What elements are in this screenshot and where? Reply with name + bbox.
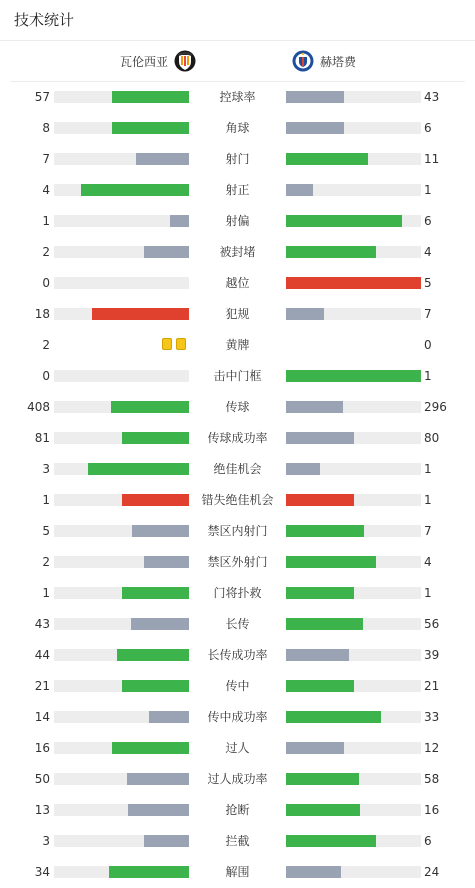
home-bar-track xyxy=(54,432,189,444)
home-value: 57 xyxy=(34,90,50,104)
home-bar xyxy=(144,246,189,258)
away-bar-track xyxy=(286,587,421,599)
stat-label: 射正 xyxy=(225,183,250,197)
away-bar-track xyxy=(286,494,421,506)
away-value: 4 xyxy=(424,245,432,259)
home-value: 3 xyxy=(42,462,50,476)
valencia-crest-icon xyxy=(174,50,196,72)
stat-row xyxy=(0,826,475,857)
stat-label: 禁区外射门 xyxy=(207,555,268,569)
stat-label: 被封堵 xyxy=(219,245,256,259)
home-value: 13 xyxy=(34,803,50,817)
stat-row xyxy=(0,609,475,640)
home-bar-track xyxy=(54,401,189,413)
home-value: 0 xyxy=(42,369,50,383)
away-bar xyxy=(286,401,343,413)
away-value: 7 xyxy=(424,524,432,538)
away-value: 39 xyxy=(424,648,440,662)
away-bar xyxy=(286,494,354,506)
away-bar xyxy=(286,804,360,816)
home-team-name: 瓦伦西亚 xyxy=(120,54,169,69)
away-bar-track xyxy=(286,184,421,196)
away-bar-track xyxy=(286,370,421,382)
away-bar-track xyxy=(286,649,421,661)
home-bar xyxy=(92,308,189,320)
home-value: 2 xyxy=(42,245,50,259)
away-bar-track xyxy=(286,866,421,878)
home-value: 3 xyxy=(42,834,50,848)
home-bar xyxy=(128,804,189,816)
home-value: 16 xyxy=(34,741,50,755)
away-value: 1 xyxy=(424,493,432,507)
away-bar xyxy=(286,432,354,444)
stat-label: 门将扑救 xyxy=(213,586,262,600)
away-bar xyxy=(286,587,354,599)
away-value: 58 xyxy=(424,772,440,786)
stat-row xyxy=(0,361,475,392)
stat-label: 击中门框 xyxy=(213,369,262,383)
home-bar-track xyxy=(54,618,189,630)
page-title: 技术统计 xyxy=(14,11,75,29)
home-bar xyxy=(131,618,189,630)
away-value: 80 xyxy=(424,431,440,445)
stat-row xyxy=(0,454,475,485)
home-bar xyxy=(136,153,189,165)
stat-row xyxy=(0,547,475,578)
away-bar-track xyxy=(286,432,421,444)
stat-label: 长传成功率 xyxy=(207,648,268,662)
home-bar xyxy=(112,742,189,754)
stat-row xyxy=(0,857,475,888)
away-bar xyxy=(286,370,421,382)
away-bar-track xyxy=(286,556,421,568)
away-value: 12 xyxy=(424,741,440,755)
away-bar xyxy=(286,835,376,847)
away-bar xyxy=(286,618,363,630)
home-bar xyxy=(144,835,189,847)
stat-row xyxy=(0,795,475,826)
away-bar-track xyxy=(286,711,421,723)
home-bar-track xyxy=(54,835,189,847)
stat-row xyxy=(0,268,475,299)
home-value: 0 xyxy=(42,276,50,290)
away-bar xyxy=(286,308,324,320)
home-bar-track xyxy=(54,370,189,382)
away-value: 21 xyxy=(424,679,440,693)
stat-row xyxy=(0,206,475,237)
home-value: 2 xyxy=(42,338,50,352)
stat-row xyxy=(0,640,475,671)
stat-label: 传中 xyxy=(225,679,250,693)
stat-row xyxy=(0,175,475,206)
away-bar xyxy=(286,246,376,258)
home-value: 2 xyxy=(42,555,50,569)
away-bar-track xyxy=(286,804,421,816)
away-bar-track xyxy=(286,463,421,475)
home-bar-track xyxy=(54,866,189,878)
home-bar xyxy=(127,773,189,785)
stat-label: 射门 xyxy=(225,152,250,166)
home-bar-track xyxy=(54,463,189,475)
away-team[interactable] xyxy=(292,41,362,81)
away-value: 5 xyxy=(424,276,432,290)
home-value: 408 xyxy=(27,400,50,414)
away-value: 0 xyxy=(424,338,432,352)
home-bar-track xyxy=(54,804,189,816)
stat-row xyxy=(0,485,475,516)
home-bar-track xyxy=(54,122,189,134)
stat-label: 解围 xyxy=(225,865,250,879)
stat-row xyxy=(0,113,475,144)
away-bar xyxy=(286,773,359,785)
home-bar xyxy=(111,401,189,413)
home-bar-track xyxy=(54,711,189,723)
stat-row xyxy=(0,330,475,361)
home-value: 81 xyxy=(34,431,50,445)
home-value: 8 xyxy=(42,121,50,135)
away-bar-track xyxy=(286,525,421,537)
home-bar-track xyxy=(54,525,189,537)
away-value: 6 xyxy=(424,214,432,228)
away-value: 43 xyxy=(424,90,440,104)
away-value: 4 xyxy=(424,555,432,569)
stat-row xyxy=(0,702,475,733)
home-bar-track xyxy=(54,277,189,289)
stat-label: 控球率 xyxy=(219,90,256,104)
stat-label: 犯规 xyxy=(225,307,250,321)
getafe-crest-icon xyxy=(292,50,314,72)
stat-label: 绝佳机会 xyxy=(213,462,262,476)
yellow-cards xyxy=(162,338,186,350)
home-bar xyxy=(122,432,190,444)
stat-label: 越位 xyxy=(225,276,250,290)
home-value: 18 xyxy=(34,307,50,321)
home-value: 5 xyxy=(42,524,50,538)
home-bar-track xyxy=(54,184,189,196)
away-value: 33 xyxy=(424,710,440,724)
away-bar xyxy=(286,556,376,568)
home-bar-track xyxy=(54,649,189,661)
home-value: 34 xyxy=(34,865,50,879)
away-value: 11 xyxy=(424,152,440,166)
home-bar-track xyxy=(54,773,189,785)
page-header xyxy=(0,0,475,41)
away-value: 1 xyxy=(424,369,432,383)
home-bar xyxy=(122,494,190,506)
away-value: 1 xyxy=(424,586,432,600)
away-bar xyxy=(286,277,421,289)
stat-row xyxy=(0,299,475,330)
away-bar xyxy=(286,215,402,227)
home-value: 21 xyxy=(34,679,50,693)
stat-label: 错失绝佳机会 xyxy=(201,493,274,507)
away-bar xyxy=(286,91,344,103)
stat-label: 拦截 xyxy=(225,834,250,848)
home-bar-track xyxy=(54,215,189,227)
home-team[interactable] xyxy=(114,41,196,81)
home-value: 50 xyxy=(34,772,50,786)
stat-row xyxy=(0,237,475,268)
away-bar-track xyxy=(286,122,421,134)
away-bar xyxy=(286,680,354,692)
away-bar-track xyxy=(286,91,421,103)
home-value: 4 xyxy=(42,183,50,197)
away-bar-track xyxy=(286,835,421,847)
home-bar xyxy=(170,215,189,227)
stat-label: 禁区内射门 xyxy=(207,524,268,538)
home-bar xyxy=(112,122,189,134)
away-bar-track xyxy=(286,618,421,630)
away-team-name: 赫塔费 xyxy=(320,54,357,69)
home-bar xyxy=(122,587,190,599)
home-value: 1 xyxy=(42,586,50,600)
away-bar xyxy=(286,153,368,165)
home-bar-track xyxy=(54,742,189,754)
stat-row xyxy=(0,764,475,795)
stat-label: 过人 xyxy=(225,741,250,755)
home-bar-track xyxy=(54,556,189,568)
away-bar xyxy=(286,122,344,134)
stat-row xyxy=(0,82,475,113)
away-value: 6 xyxy=(424,121,432,135)
away-bar-track xyxy=(286,680,421,692)
stat-row xyxy=(0,671,475,702)
home-value: 1 xyxy=(42,214,50,228)
home-bar xyxy=(109,866,189,878)
away-value: 1 xyxy=(424,462,432,476)
home-bar xyxy=(88,463,189,475)
away-bar-track xyxy=(286,401,421,413)
home-bar xyxy=(112,91,189,103)
home-bar-track xyxy=(54,308,189,320)
stat-row xyxy=(0,392,475,423)
home-bar-track xyxy=(54,587,189,599)
home-value: 44 xyxy=(34,648,50,662)
home-value: 43 xyxy=(34,617,50,631)
away-value: 296 xyxy=(424,400,447,414)
stat-label: 角球 xyxy=(225,121,250,135)
yellow-card-icon xyxy=(176,338,186,350)
home-bar xyxy=(117,649,189,661)
home-bar-track xyxy=(54,91,189,103)
home-bar xyxy=(144,556,189,568)
home-value: 1 xyxy=(42,493,50,507)
stat-row xyxy=(0,516,475,547)
stat-row xyxy=(0,578,475,609)
away-bar-track xyxy=(286,277,421,289)
yellow-card-icon xyxy=(162,338,172,350)
home-bar xyxy=(122,680,190,692)
away-bar xyxy=(286,711,381,723)
away-value: 6 xyxy=(424,834,432,848)
home-bar xyxy=(149,711,190,723)
away-bar-track xyxy=(286,308,421,320)
away-value: 56 xyxy=(424,617,440,631)
stat-row xyxy=(0,733,475,764)
away-bar xyxy=(286,742,344,754)
stat-label: 传中成功率 xyxy=(207,710,268,724)
away-value: 7 xyxy=(424,307,432,321)
stat-label: 长传 xyxy=(225,617,250,631)
stat-label: 抢断 xyxy=(225,803,250,817)
stats-list xyxy=(0,82,475,888)
away-bar-track xyxy=(286,153,421,165)
away-bar xyxy=(286,525,364,537)
away-bar-track xyxy=(286,773,421,785)
stat-label: 传球 xyxy=(225,400,250,414)
team-header xyxy=(10,41,465,82)
home-bar-track xyxy=(54,246,189,258)
stat-row xyxy=(0,423,475,454)
away-bar xyxy=(286,649,349,661)
away-bar-track xyxy=(286,742,421,754)
stat-label: 射偏 xyxy=(225,214,250,228)
away-value: 16 xyxy=(424,803,440,817)
stat-label: 传球成功率 xyxy=(207,431,268,445)
home-value: 7 xyxy=(42,152,50,166)
stat-label: 黄牌 xyxy=(225,338,250,352)
away-bar xyxy=(286,866,341,878)
stat-label: 过人成功率 xyxy=(207,772,268,786)
home-bar xyxy=(81,184,189,196)
away-value: 24 xyxy=(424,865,440,879)
home-bar-track xyxy=(54,494,189,506)
away-bar xyxy=(286,463,320,475)
home-value: 14 xyxy=(34,710,50,724)
home-bar-track xyxy=(54,153,189,165)
away-value: 1 xyxy=(424,183,432,197)
away-bar-track xyxy=(286,215,421,227)
home-bar-track xyxy=(54,680,189,692)
stat-row xyxy=(0,144,475,175)
home-bar xyxy=(132,525,189,537)
away-bar xyxy=(286,184,313,196)
away-bar-track xyxy=(286,246,421,258)
